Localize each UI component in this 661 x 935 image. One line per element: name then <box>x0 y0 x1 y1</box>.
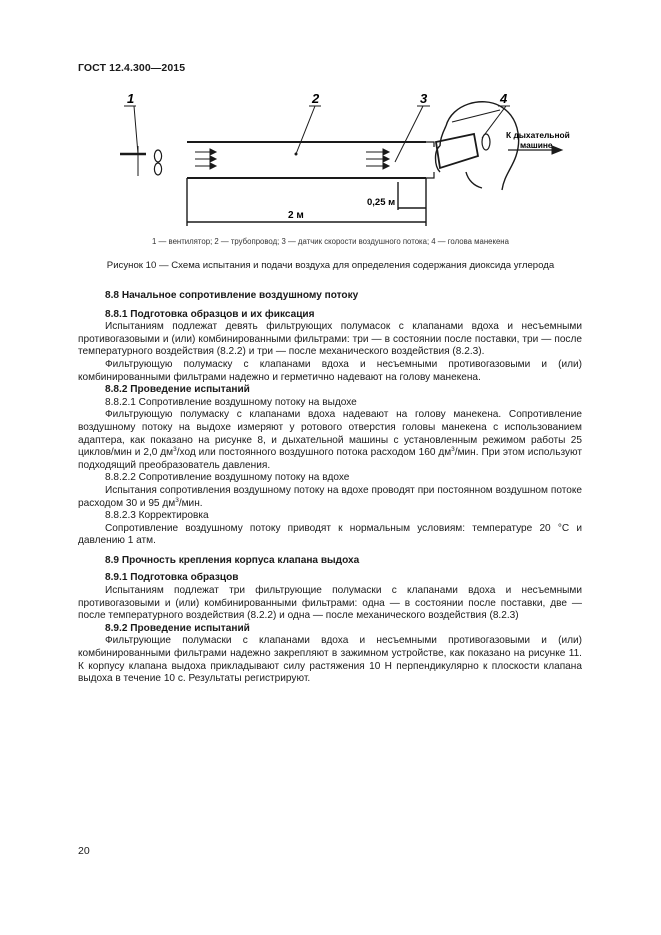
section-8-8-2-title: 8.8.2 Проведение испытаний <box>105 384 250 396</box>
callout-4: 4 <box>500 91 508 106</box>
section-8-8-2-2-title: 8.8.2.2 Сопротивление воздушному потоку на вдохе <box>105 472 350 484</box>
section-8-8-title: 8.8 Начальное сопротивление воздушному потоку <box>105 290 359 301</box>
figure-caption: Рисунок 10 — Схема испытания и подачи воздуха для определения содержания диоксида углерода <box>106 260 555 271</box>
section-8-9-1-title: 8.9.1 Подготовка образцов <box>105 572 239 584</box>
section-8-8-1-paragraph-2: Фильтрующую полумаску с клапанами вдоха и несъемными противогазовыми и (или) комбинированными фильтрами надежно и герметично надевают на голову манекена. <box>78 358 582 383</box>
dimension-total: 2 м <box>288 210 304 221</box>
section-8-9-2-title: 8.9.2 Проведение испытаний <box>105 622 250 634</box>
mannequin-head-icon <box>436 102 519 190</box>
section-8-9-2-paragraph: Фильтрующие полумаски с клапанами вдоха и несъемными противогазовыми и (или) комбинированными фильтрами надежно закрепляют в зажимном устройстве, как показано на рисунке 11. К корпусу клапана выдоха прикладывают силу растяжения 10 Н перпендикулярно к плоскости клапана выдоха в течение 10 с. Результаты регистрируют. <box>78 635 582 685</box>
pipe <box>187 142 426 178</box>
section-8-8-1-paragraph-1: Испытаниям подлежат девять фильтрующих полумасок с клапанами вдоха и несъемными противогазовыми и (или) комбинированными фильтрами: три — в состоянии после поставки, три — после температурного воздействия (8.2.2) и три — после механического воздействия (8.2.3). <box>78 321 582 358</box>
arrow-label-line1: К дыхательной <box>506 130 570 140</box>
document-header: ГОСТ 12.4.300—2015 <box>78 62 186 74</box>
fan-icon <box>120 146 162 176</box>
section-8-8-1-title: 8.8.1 Подготовка образцов и их фиксация <box>105 308 315 320</box>
figure-legend: 1 — вентилятор; 2 — трубопровод; 3 — датчик скорости воздушного потока; 4 — голова манекена <box>152 237 509 246</box>
section-8-9-title: 8.9 Прочность крепления корпуса клапана выдоха <box>105 554 360 566</box>
section-8-8-2-2-paragraph: Испытания сопротивления воздушному потоку на вдохе проводят при постоянном воздушном потоке расходом 30 и 95 $дм^3$/мин. <box>78 484 582 509</box>
callout-2: 2 <box>312 91 320 106</box>
section-8-8-2-3-title: 8.8.2.3 Корректировка <box>105 510 209 522</box>
section-8-8-2-3-paragraph: Сопротивление воздушному потоку приводят к нормальным условиям: температуре 20 °С и давлению 1 атм. <box>78 522 582 547</box>
section-8-8-2-1-title: 8.8.2.1 Сопротивление воздушному потоку на выдохе <box>105 396 357 408</box>
arrow-label-line2: машине <box>520 140 553 150</box>
document-body <box>78 290 582 686</box>
section-8-9-1-paragraph: Испытаниям подлежат три фильтрующие полумаски с клапанами вдоха и несъемными противогазовыми и (или) комбинированными фильтрами: одна — в состоянии после поставки, две — после температурного воздействия (8.2.2) и одна — после механического воздействия (8.2.3) <box>78 585 582 622</box>
airflow-arrows-right <box>366 149 389 169</box>
test-scheme-figure <box>90 86 580 236</box>
page-number: 20 <box>78 845 90 857</box>
callout-1: 1 <box>127 91 135 106</box>
section-8-8-2-1-paragraph: Фильтрующую полумаску с клапанами вдоха надевают на голову манекена. Сопротивление воздушному потоку на выдохе измеряют у ротового отверстия головы манекена с использованием адаптера, как показано на рисунке 8, и дыхательной машины с установленным режимом работы 25 циклов/мин и 2,0 $дм^3$/ход или постоянного воздушного потока расходом 160 $дм^3$/мин. При этом используют подходящий преобразователь давления. <box>78 409 582 471</box>
callout-3: 3 <box>420 91 428 106</box>
airflow-arrows-left <box>195 149 216 169</box>
dimension-sensor: 0,25 м <box>367 197 396 208</box>
